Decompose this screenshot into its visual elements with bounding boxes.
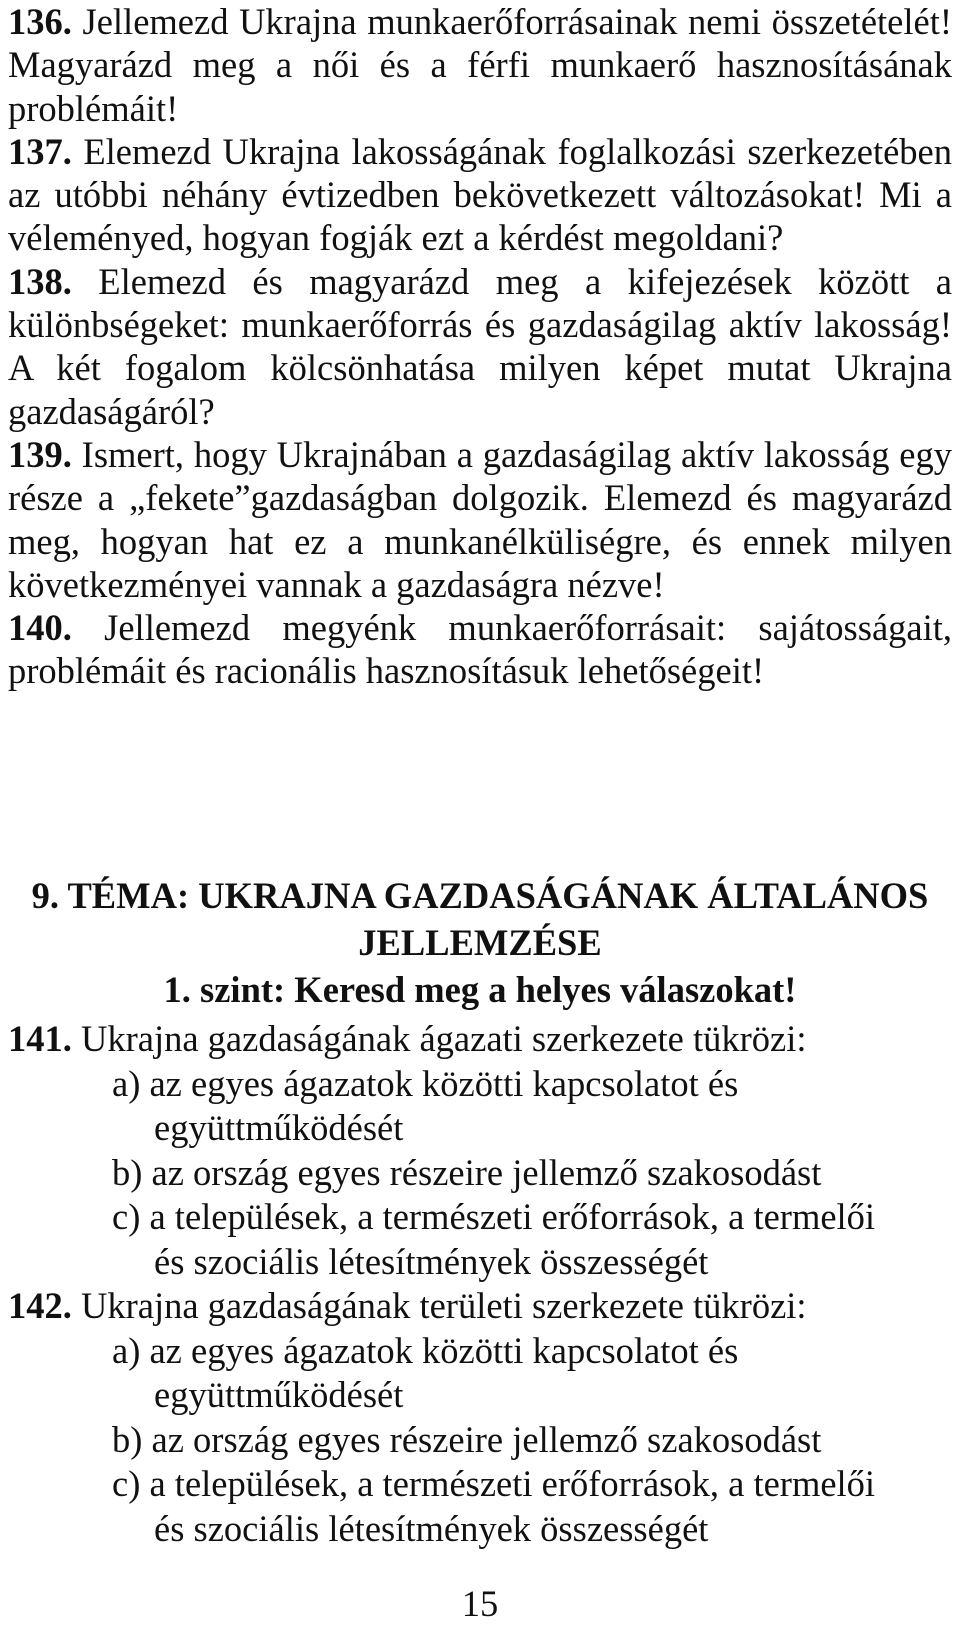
- answer-option-b: b) az ország egyes részeire jellemző szakosodást: [112, 1151, 822, 1193]
- answer-option-a-cont: együttműködését: [154, 1374, 404, 1415]
- answer-option-a-cont: együttműködését: [154, 1107, 404, 1148]
- question-text: Elemezd és magyarázd meg a kifejezések között a különbségeket: munkaerőforrás és gazdaságilag aktív lakosság! A két fogalom kölcsönhatása milyen képet mutat Ukrajna gazdaságáról?: [8, 260, 952, 432]
- question-number: 141.: [8, 1018, 72, 1059]
- section-title-line1: 9. TÉMA: UKRAJNA GAZDASÁGÁNAK ÁLTALÁNOS: [31, 875, 929, 916]
- question-stem: [8, 1284, 952, 1329]
- question-number: 140.: [8, 607, 72, 649]
- question-139: [8, 433, 952, 606]
- answer-option-c-cont: és szociális létesítmények összességét: [154, 1240, 709, 1282]
- answer-option-a: a) az egyes ágazatok közötti kapcsolatot és: [112, 1329, 739, 1371]
- question-text: Ismert, hogy Ukrajnában a gazdaságilag aktív lakosság egy része a „fekete”gazdaságban dolgozik. Elemezd és magyarázd meg, hogyan hat ez a munkanélküliségre, és ennek milyen következményei vannak a gazdaságra nézve!: [8, 433, 952, 605]
- section-subtitle: 1. szint: Keresd meg a helyes válaszokat!: [163, 969, 797, 1010]
- question-138: [8, 260, 952, 433]
- page-number: 15: [461, 1583, 499, 1624]
- question-137: [8, 130, 952, 260]
- answer-option-a: a) az egyes ágazatok közötti kapcsolatot és: [112, 1062, 739, 1104]
- section-heading: [8, 872, 952, 1013]
- question-text: Ukrajna gazdaságának ágazati szerkezete tükrözi:: [71, 1018, 807, 1059]
- section-title-line2: JELLEMZÉSE: [358, 922, 602, 963]
- question-141: [8, 1017, 952, 1284]
- question-text: Jellemezd Ukrajna munkaerőforrásainak nemi összetételét! Magyarázd meg a női és a férfi munkaerő hasznosításának problémáit!: [8, 1, 952, 129]
- question-text: Elemezd Ukrajna lakosságának foglalkozási szerkezetében az utóbbi néhány évtizedben bekövetkezett változásokat! Mi a véleményed, hogyan fogják ezt a kérdést megoldani?: [8, 130, 952, 259]
- question-136: [8, 0, 952, 130]
- question-number: 137.: [8, 130, 72, 172]
- question-text: Ukrajna gazdaságának területi szerkezete tükrözi:: [71, 1285, 807, 1326]
- question-stem: [8, 1017, 952, 1062]
- answer-option-c: c) a települések, a természeti erőforrások, a termelői: [112, 1463, 876, 1504]
- answer-option-b: b) az ország egyes részeire jellemző szakosodást: [112, 1418, 822, 1460]
- question-140: [8, 606, 952, 693]
- question-number: 139.: [8, 433, 72, 475]
- question-number: 138.: [8, 260, 72, 302]
- answer-option-c: c) a települések, a természeti erőforrások, a termelői: [112, 1196, 876, 1237]
- answer-option-c-cont: és szociális létesítmények összességét: [154, 1507, 709, 1549]
- question-number: 142.: [8, 1285, 72, 1326]
- question-142: [8, 1284, 952, 1551]
- question-text: Jellemezd megyénk munkaerőforrásait: sajátosságait, problémáit és racionális hasznosításuk lehetőségeit!: [8, 607, 952, 692]
- question-number: 136.: [8, 1, 72, 42]
- question-list-top: [8, 0, 952, 693]
